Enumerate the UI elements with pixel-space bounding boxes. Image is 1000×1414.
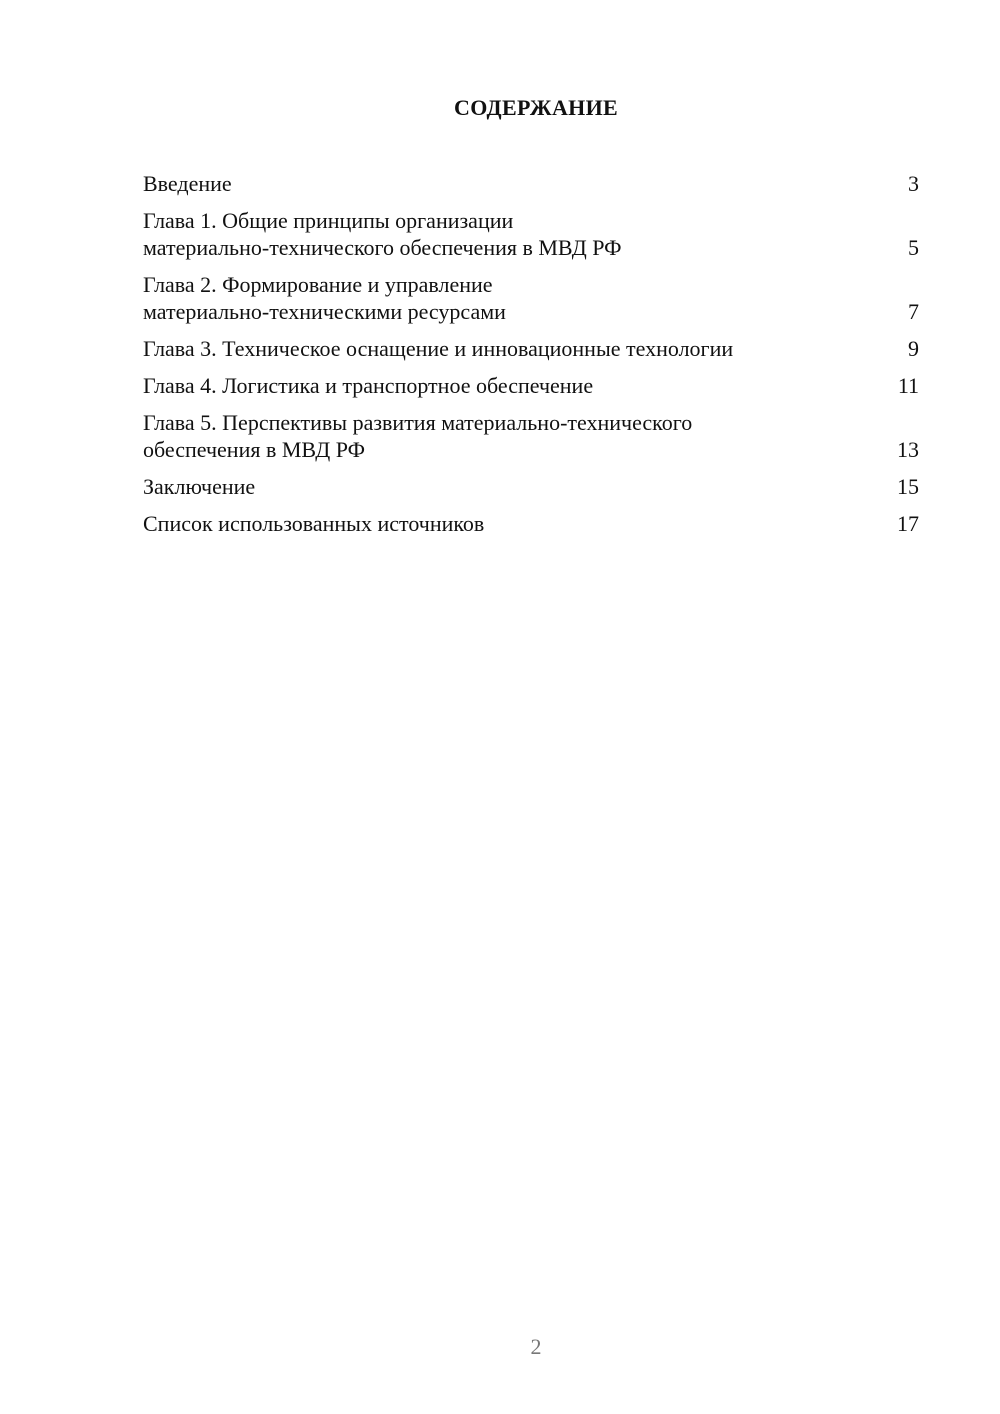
- toc-entry: [143, 335, 919, 362]
- toc-entry-line: Глава 3. Техническое оснащение и инновационные технологии: [143, 336, 734, 361]
- toc-entry-line: Глава 5. Перспективы развития материально-технического: [143, 410, 693, 435]
- toc-entry-page: 13: [897, 437, 919, 462]
- toc-entry: [143, 170, 919, 197]
- toc-entry-title: [143, 271, 506, 325]
- toc-entry: [143, 409, 919, 463]
- toc-entry-title: [143, 207, 622, 261]
- toc-entry-line: Глава 4. Логистика и транспортное обеспечение: [143, 373, 594, 398]
- toc-entry: [143, 510, 919, 537]
- toc-entry-page: 9: [908, 336, 919, 361]
- toc-entry-line: обеспечения в МВД РФ: [143, 437, 365, 462]
- page-title: СОДЕРЖАНИЕ: [454, 95, 618, 120]
- toc-entry-line: Глава 1. Общие принципы организации: [143, 208, 514, 233]
- toc-entry-line: Заключение: [143, 474, 256, 499]
- toc-entry-page: 7: [908, 299, 919, 324]
- toc-entry-page: 3: [908, 171, 919, 196]
- toc-entry-page: 11: [897, 373, 919, 398]
- toc-entry-line: материально-техническими ресурсами: [143, 299, 506, 324]
- toc-entry-page: 5: [908, 235, 919, 260]
- toc-entry: [143, 207, 919, 261]
- toc-entry-title: [143, 510, 484, 537]
- toc-entry: [143, 372, 919, 399]
- page-number: 2: [530, 1334, 542, 1359]
- toc-entry-page: 17: [897, 511, 919, 536]
- toc-entry: [143, 271, 919, 325]
- toc-entry-title: [143, 335, 733, 362]
- toc-entry: [143, 473, 919, 500]
- table-of-contents: [143, 170, 919, 547]
- toc-entry-line: материально-технического обеспечения в МВД РФ: [143, 235, 622, 260]
- toc-entry-title: [143, 473, 255, 500]
- toc-entry-title: [143, 170, 232, 197]
- toc-entry-page: 15: [897, 474, 919, 499]
- toc-entry-line: Введение: [143, 171, 232, 196]
- toc-entry-title: [143, 372, 593, 399]
- toc-entry-line: Глава 2. Формирование и управление: [143, 272, 493, 297]
- toc-entry-title: [143, 409, 692, 463]
- toc-entry-line: Список использованных источников: [143, 511, 485, 536]
